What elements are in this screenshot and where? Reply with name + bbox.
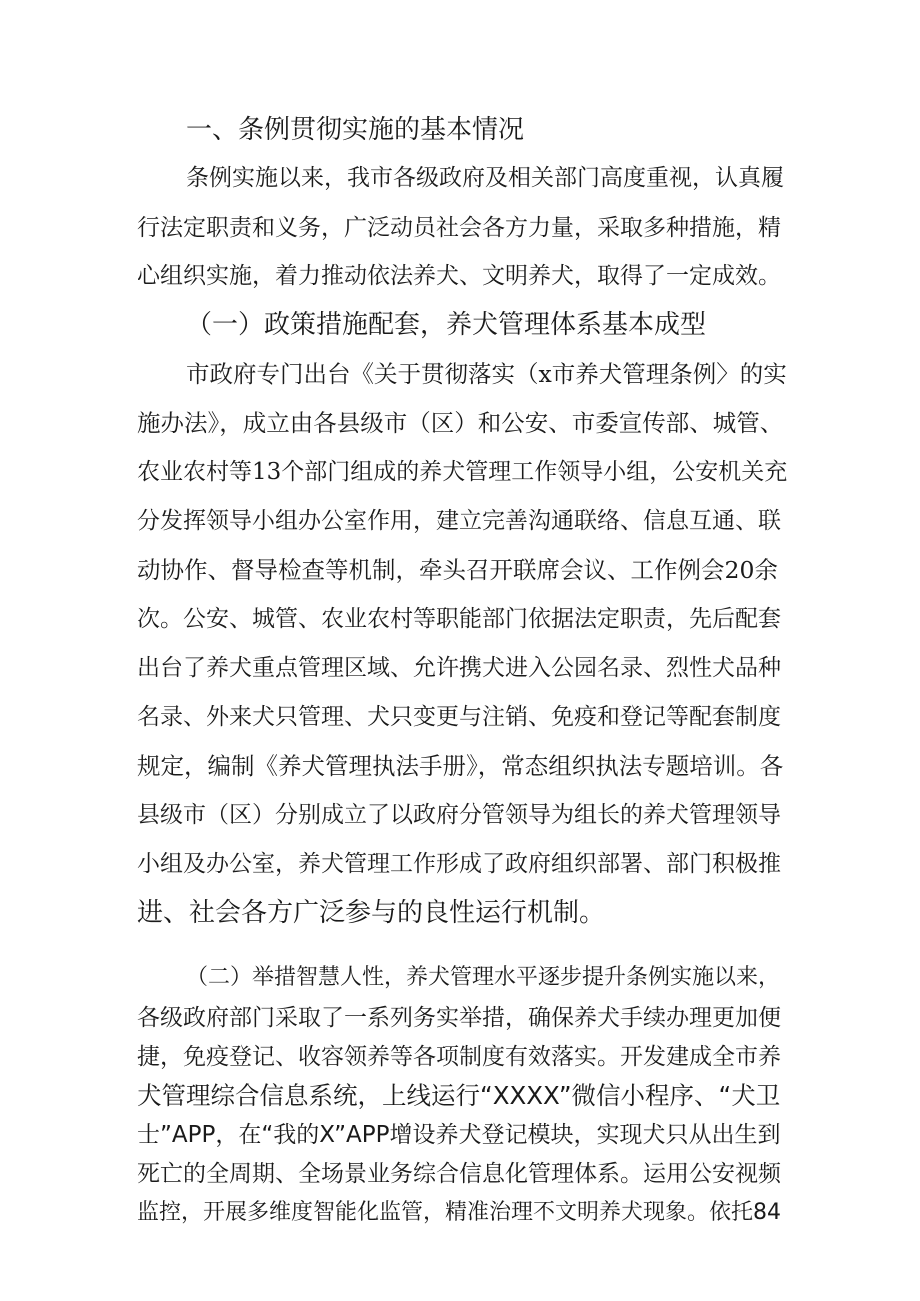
body-line: （二）举措智慧人性，养犬管理水平逐步提升条例实施以来， — [186, 965, 781, 990]
body-line: 小组及办公室，养犬管理工作形成了政府组织部署、部门积极推 — [137, 851, 781, 877]
body-line: 行法定职责和义务，广泛动员社会各方力量，采取多种措施，精 — [137, 215, 781, 241]
body-line: 心组织实施，着力推动依法养犬、文明养犬，取得了一定成效。 — [137, 263, 781, 289]
body-line: 次。公安、城管、农业农村等职能部门依据法定职责，先后配套 — [137, 606, 781, 632]
body-line: 规定，编制《养犬管理执法手册》，常态组织执法专题培训。各 — [137, 752, 784, 780]
body-line: 动协作、督导检查等机制，牵头召开联席会议、工作例会20余 — [137, 556, 778, 584]
body-line: 死亡的全周期、全场景业务综合信息化管理体系。运用公安视频 — [137, 1161, 781, 1187]
body-line: 条例实施以来，我市各级政府及相关部门高度重视，认真履 — [186, 165, 784, 191]
body-line: 犬管理综合信息系统，上线运行“XXXX”微信小程序、“犬卫 — [137, 1081, 781, 1110]
body-line: 捷，免疫登记、收容领养等各项制度有效落实。开发建成全市养 — [137, 1044, 781, 1070]
body-line: 名录、外来犬只管理、犬只变更与注销、免疫和登记等配套制度 — [137, 704, 781, 730]
body-line: 各级政府部门采取了一系列务实举措，确保养犬手续办理更加便 — [137, 1005, 781, 1031]
body-line: 县级市（区）分别成立了以政府分管领导为组长的养犬管理领导 — [137, 802, 781, 828]
section-heading: 一、条例贯彻实施的基本情况 — [186, 115, 525, 145]
body-line: 进、社会各方广泛参与的良性运行机制。 — [137, 898, 606, 928]
subsection-heading: （一）政策措施配套，养犬管理体系基本成型 — [186, 310, 707, 340]
body-line: 士”APP，在“我的X”APP增设养犬登记模块，实现犬只从出生到 — [137, 1122, 781, 1148]
body-line: 市政府专门出台《关于贯彻落实（x市养犬管理条例〉的实 — [186, 360, 787, 388]
body-line: 出台了养犬重点管理区域、允许携犬进入公园名录、烈性犬品种 — [137, 655, 781, 681]
body-line: 施办法》，成立由各县级市（区）和公安、市委宣传部、城管、 — [137, 409, 784, 437]
body-line: 农业农村等13个部门组成的养犬管理工作领导小组，公安机关充 — [137, 459, 788, 485]
body-line: 分发挥领导小组办公室作用，建立完善沟通联络、信息互通、联 — [137, 508, 781, 534]
body-line: 监控，开展多维度智能化监管，精准治理不文明养犬现象。依托84 — [137, 1200, 781, 1225]
